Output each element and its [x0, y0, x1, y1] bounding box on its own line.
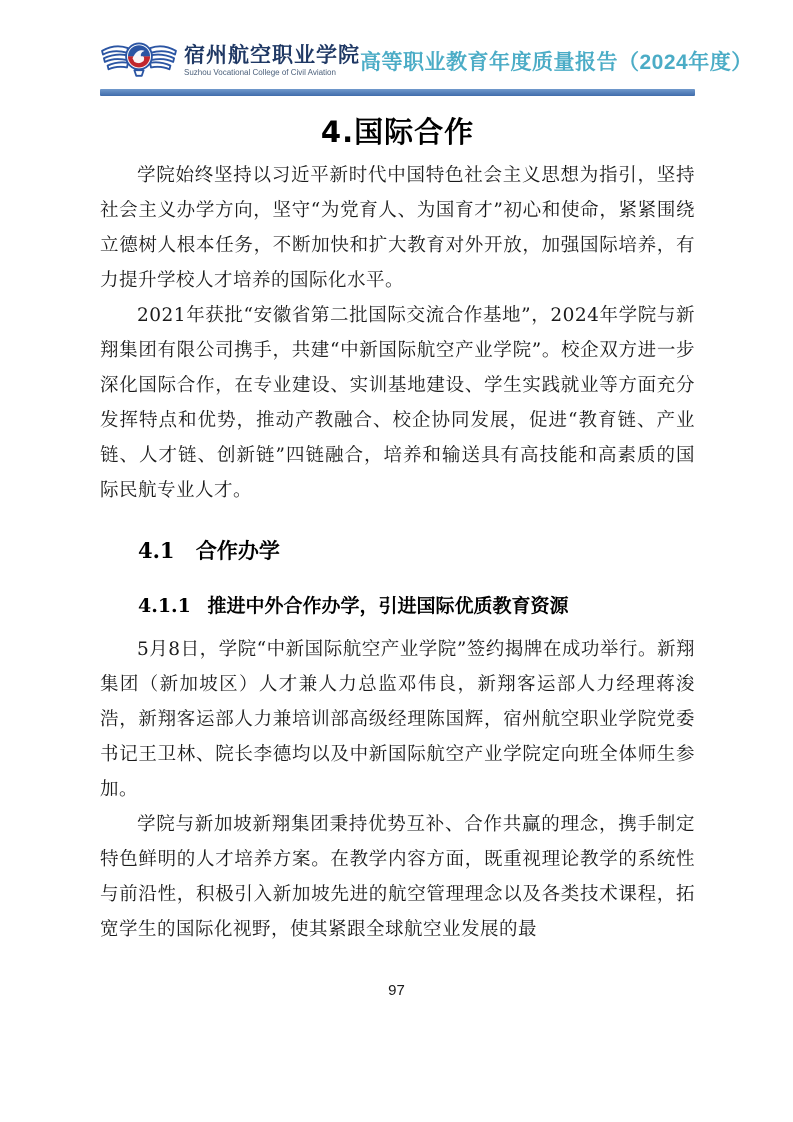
page-header [100, 36, 753, 86]
section-4-1-1-heading [100, 592, 695, 620]
school-name-en: Suzhou Vocational College of Civil Aviation [184, 68, 336, 77]
paragraph-2: 2021年获批“安徽省第二批国际交流合作基地”，2024年学院与新翔集团有限公司携手，共建“中新国际航空产业学院”。校企双方进一步深化国际合作，在专业建设、实训基地建设、学生实践就业等方面充分发挥特点和优势，推动产教融合、校企协同发展，促进“教育链、产业链、人才链、创新链”四链融合，培养和输送具有高技能和高素质的国际民航专业人才。 [100, 305, 695, 501]
section-4-1-1-number: 4.1.1 [138, 595, 191, 617]
paragraph-4: 学院与新加坡新翔集团秉持优势互补、合作共赢的理念，携手制定特色鲜明的人才培养方案。在教学内容方面，既重视理论教学的系统性与前沿性，积极引入新加坡先进的航空管理理念以及各类技术课程，拓宽学生的国际化视野，使其紧跟全球航空业发展的最 [100, 814, 695, 940]
paragraph-3: 5月8日，学院“中新国际航空产业学院”签约揭牌在成功举行。新翔集团（新加坡区）人才兼人力总监邓伟良，新翔客运部人力经理蒋浚浩，新翔客运部人力兼培训部高级经理陈国辉，宿州航空职业学院党委书记王卫林、院长李德均以及中新国际航空产业学院定向班全体师生参加。 [100, 639, 695, 800]
paragraph-1: 学院始终坚持以习近平新时代中国特色社会主义思想为指引，坚持社会主义办学方向，坚守“为党育人、为国育才”初心和使命，紧紧围绕立德树人根本任务，不断加快和扩大教育对外开放，加强国际培养，有力提升学校人才培养的国际化水平。 [100, 165, 695, 291]
section-4-1-number: 4.1 [138, 538, 175, 563]
section-4-1-title: 合作办学 [195, 539, 280, 563]
page-number: 97 [388, 982, 405, 999]
section-4-1-heading [100, 536, 695, 566]
school-name-block [184, 44, 360, 78]
section-4-1-1-title: 推进中外合作办学，引进国际优质教育资源 [207, 595, 569, 617]
school-name-cn: 宿州航空职业学院 [184, 44, 360, 67]
header-divider [100, 89, 695, 96]
page-title: 4.国际合作 [320, 115, 475, 149]
college-logo-icon [100, 37, 178, 85]
report-title: 高等职业教育年度质量报告（2024年度） [360, 51, 753, 74]
header-brand [100, 37, 360, 85]
